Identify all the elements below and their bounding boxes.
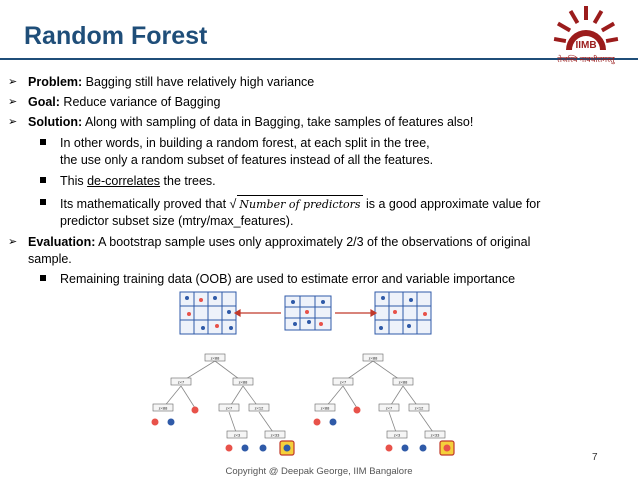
footer-copyright: Copyright @ Deepak George, IIM Bangalore [225, 466, 413, 477]
sub2-post: the trees. [160, 174, 216, 188]
problem-text: Bagging still have relatively high variance [82, 75, 315, 89]
arrow-bullet-icon: ➢ [8, 76, 18, 88]
node-label: z<7 [339, 379, 347, 385]
node-label: z<33 [270, 432, 280, 438]
square-bullet-icon [40, 177, 46, 183]
iimb-emblem-icon [536, 2, 636, 54]
node-label: z<7 [225, 405, 233, 411]
arrow-bullet-icon: ➢ [8, 96, 18, 108]
node-label: z<7 [385, 405, 393, 411]
slide-title: Random Forest [24, 22, 208, 50]
node-label: z<88 [210, 355, 220, 361]
node-label: z<12 [414, 405, 424, 411]
node-label: z<88 [158, 405, 168, 411]
goal-label: Goal: [28, 95, 60, 109]
square-bullet-icon [40, 139, 46, 145]
sub2-pre: This [60, 174, 88, 188]
node-label: z<3 [393, 432, 401, 438]
decision-tree-right [325, 361, 435, 435]
node-label: z<12 [254, 405, 264, 411]
evaluation-text: A bootstrap sample uses only approximately 2/3 of the observations of original [95, 235, 531, 249]
sub4-text: Remaining training data (OOB) are used to estimate error and variable importance [60, 272, 516, 286]
square-bullet-icon [40, 199, 46, 205]
tree-node-labels-left [159, 356, 281, 438]
decision-tree-left [163, 361, 275, 435]
sub1-line2: the use only a random subset of features instead of all the features. [60, 153, 434, 167]
square-bullet-icon [40, 275, 46, 281]
logo-motto: तेजस्वि नावधीतमस्तु [557, 55, 615, 64]
sub1-line1: In other words, in building a random forest, at each split in the tree, [60, 136, 430, 150]
evaluation-label: Evaluation: [28, 235, 96, 249]
node-label: z<88 [320, 405, 330, 411]
solution-text: Along with sampling of data in Bagging, take samples of features also! [82, 115, 474, 129]
arrow-bullet-icon: ➢ [8, 116, 18, 128]
slide: Random Forest IIMB तेजस्वि नावधीतमस्तु ➢ Problem: Bagging still have relatively high variance ➢ Goal: Reduce variance of Bagging ➢ Solution: Along with sampling of data in Bagging, take samples of features also! In other words, in building a random forest, at each split in the tree, the use only a random subset of features instead of all the features. This de-correlates the trees. Its mathematically proved that √ Number of predictors is a good approximate value for predictor subset size (mtry/max_features). ➢ Evaluation: A bootstrap sample uses only approximately 2/3 of the observations of original sample. Remaining training data (OOB) are used to estimate error and variable importance z<88 z<7 z<88 z<88 z<7 z<12 z<3 z<33 z<88 z<7 z<88 z<88 z<7 z<12 z<3 z<33 7 Copyright @ Deepak George, IIM Bangalore [0, 0, 638, 479]
problem-label: Problem: [28, 75, 83, 89]
node-label: z<33 [430, 432, 440, 438]
sub3-post: is a good approximate value for [362, 197, 541, 211]
logo-text: IIMB [575, 40, 597, 51]
sub3-line2: predictor subset size (mtry/max_features). [60, 214, 294, 228]
arrow-bullet-icon: ➢ [8, 236, 18, 248]
tree-node-labels-right [321, 356, 441, 438]
node-label: z<88 [398, 379, 408, 385]
node-label: z<3 [233, 432, 241, 438]
sqrt-formula: Number of predictors [237, 195, 362, 213]
node-label: z<88 [238, 379, 248, 385]
node-label: z<88 [368, 355, 378, 361]
decorrelates-term: de-correlates [87, 174, 161, 188]
iimb-logo [536, 2, 636, 64]
node-label: z<7 [177, 379, 185, 385]
page-number: 7 [592, 452, 598, 463]
random-forest-diagram [145, 290, 475, 460]
sub3-pre: Its mathematically proved that [60, 197, 230, 211]
goal-text: Reduce variance of Bagging [59, 95, 221, 109]
solution-label: Solution: [28, 115, 83, 129]
evaluation-line2: sample. [28, 252, 72, 266]
